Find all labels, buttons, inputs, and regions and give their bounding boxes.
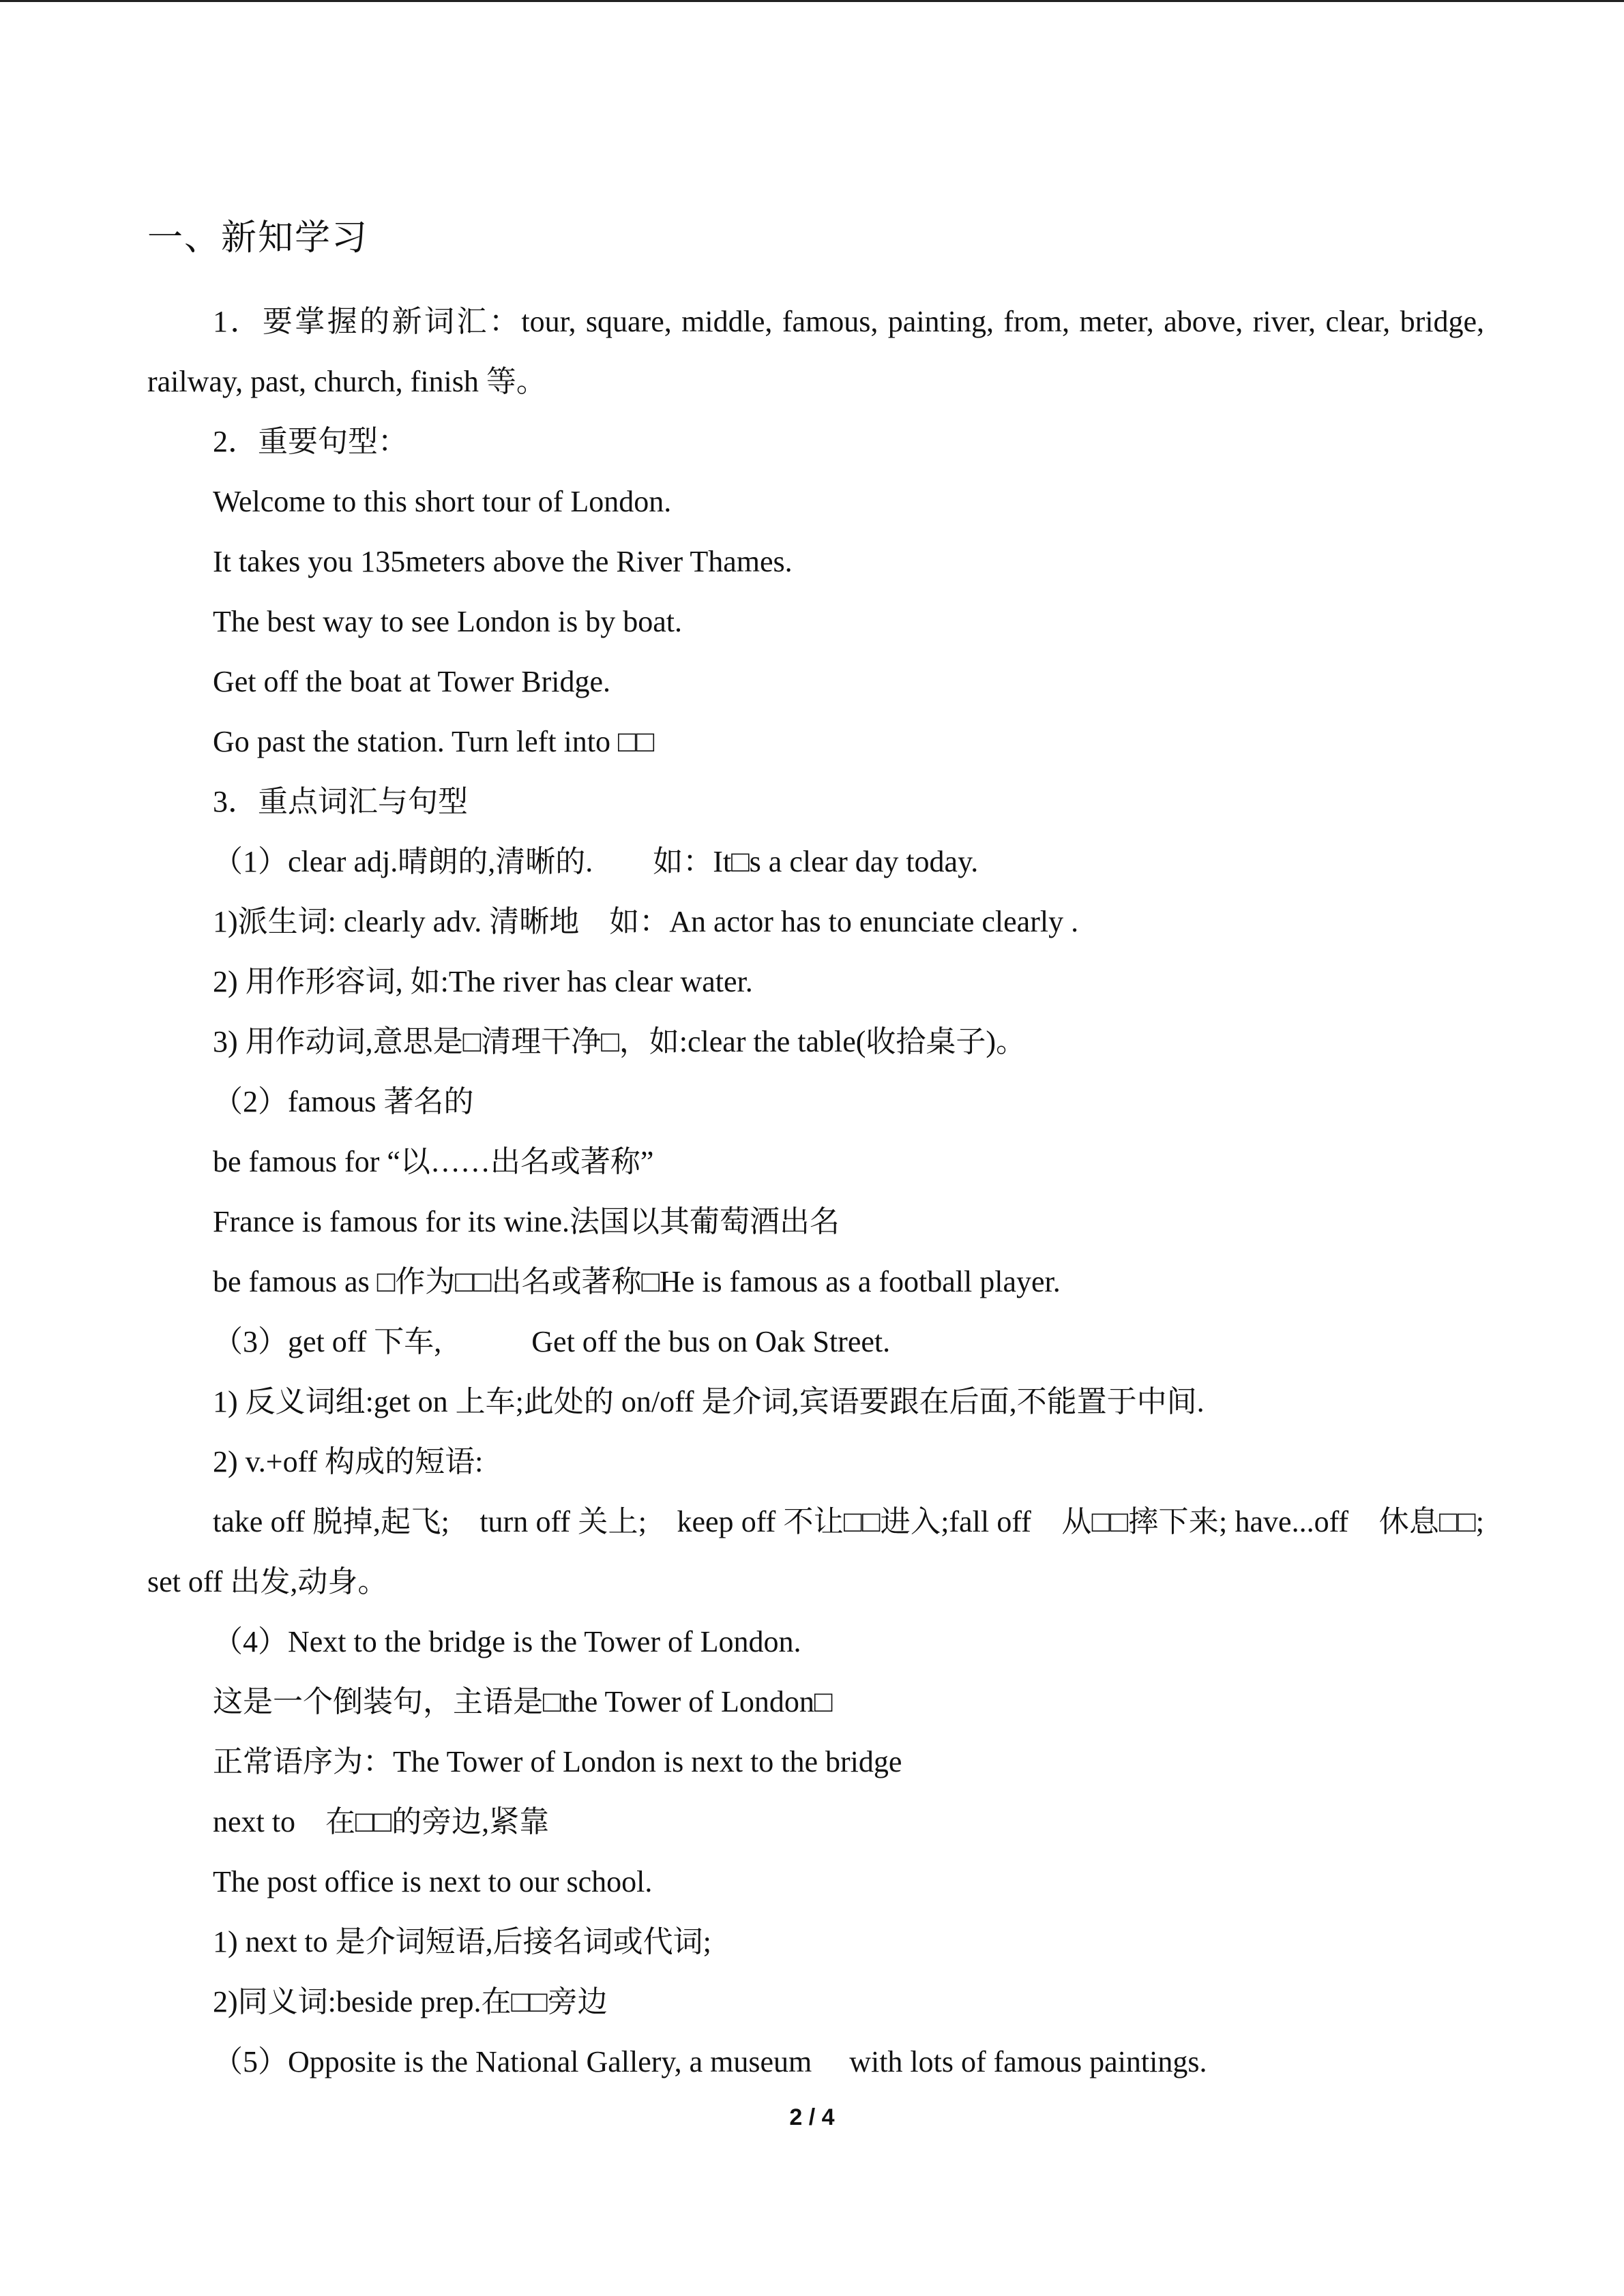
text-line: be famous as □作为□□出名或著称□He is famous as a football player. — [213, 1265, 1061, 1298]
text-line: 2) 用作形容词, 如:The river has clear water. — [213, 965, 753, 998]
text-line: Get off the boat at Tower Bridge. — [213, 665, 611, 698]
text-line: 2) v.+off 构成的短语: — [213, 1445, 484, 1478]
document-body — [147, 211, 1514, 2092]
text-line: （4）Next to the bridge is the Tower of London. — [213, 1625, 801, 1658]
section-title: 一、新知学习 — [147, 219, 369, 258]
text-line: be famous for “以……出名或著称” — [213, 1145, 654, 1178]
text-line: next to 在□□的旁边,紧靠 — [213, 1805, 550, 1838]
text-line: The best way to see London is by boat. — [213, 605, 682, 638]
text-line: 这是一个倒装句，主语是□the Tower of London□ — [213, 1685, 833, 1718]
text-line: （1）clear adj.晴朗的,清晰的. 如：It□s a clear day today. — [213, 845, 979, 878]
phrase-paragraph: take off 脱掉,起飞; turn off 关上; keep off 不让□□进入;fall off 从□□摔下来; have...off 休息□□; set off 出发,动身。 — [147, 1505, 1514, 1598]
text-line: 2)同义词:beside prep.在□□旁边 — [213, 1985, 608, 2018]
text-line: （5）Opposite is the National Gallery, a museum with lots of famous paintings. — [213, 2045, 1207, 2078]
text-line: 3．重点词汇与句型 — [213, 785, 468, 818]
text-line: （3）get off 下车, Get off the bus on Oak Street. — [213, 1325, 891, 1358]
text-line: Welcome to this short tour of London. — [213, 485, 672, 518]
text-line: 1) next to 是介词短语,后接名词或代词; — [213, 1925, 711, 1958]
text-line: 正常语序为：The Tower of London is next to the bridge — [213, 1745, 902, 1778]
text-line: The post office is next to our school. — [213, 1865, 653, 1898]
text-line: France is famous for its wine.法国以其葡萄酒出名 — [213, 1205, 840, 1238]
text-line: It takes you 135meters above the River Thames. — [213, 545, 793, 578]
text-line: 2．重要句型： — [213, 425, 408, 458]
text-line: 1) 反义词组:get on 上车;此处的 on/off 是介词,宾语要跟在后面,不能置于中间. — [213, 1385, 1205, 1418]
text-line: Go past the station. Turn left into □□ — [213, 725, 655, 758]
vocab-paragraph: 1．要掌握的新词汇：tour, square, middle, famous, painting, from, meter, above, river, clear, bridge, railway, past, church, finish 等。 — [147, 305, 1484, 398]
text-line: （2）famous 著名的 — [213, 1085, 474, 1118]
top-border-line — [0, 0, 1624, 2]
page-number: 2 / 4 — [789, 2104, 835, 2130]
text-line: 1)派生词: clearly adv. 清晰地 如：An actor has to enunciate clearly . — [213, 905, 1079, 938]
text-line: 3) 用作动词,意思是□清理干净□，如:clear the table(收拾桌子)。 — [213, 1025, 1027, 1058]
